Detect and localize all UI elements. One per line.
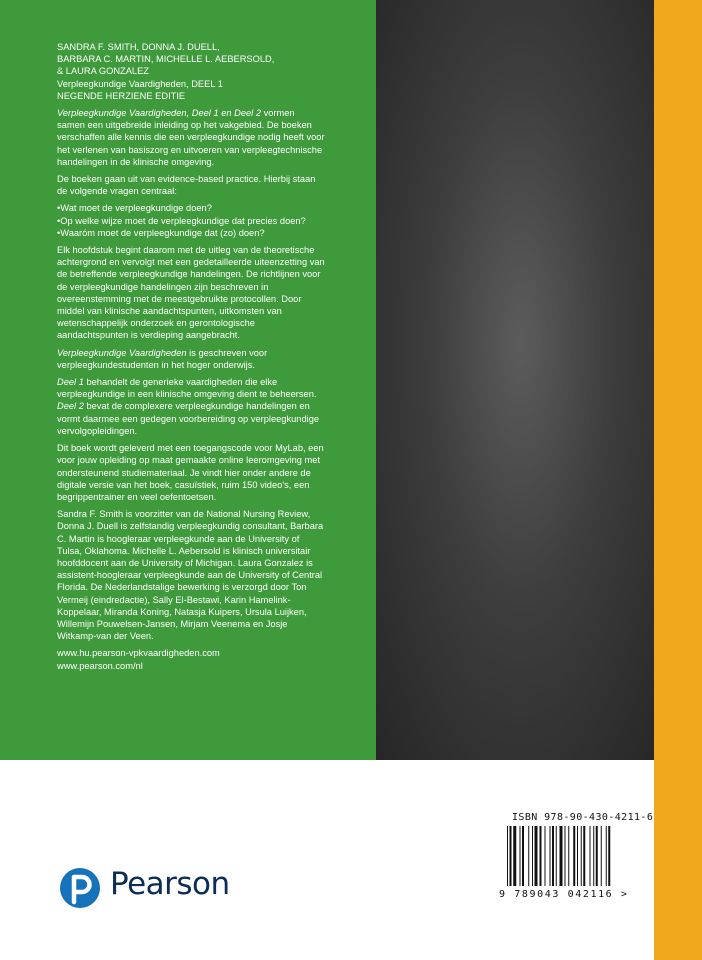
- pearson-logo-icon: [60, 862, 100, 914]
- barcode-bars: [507, 826, 642, 886]
- back-cover-text: [57, 41, 325, 677]
- evidence-intro: De boeken gaan uit van evidence-based practice. Hierbij staan de volgende vragen centraal:: [57, 174, 316, 197]
- illustration-panel: [376, 0, 654, 760]
- isbn-label: ISBN 978-90-430-4211-6: [512, 812, 654, 823]
- book-title: Verpleegkundige Vaardigheden, DEEL 1: [57, 78, 223, 89]
- authors-line-1: SANDRA F. SMITH, DONNA J. DUELL,: [57, 42, 220, 52]
- question-item: • Waaróm moet de verpleegkundige dat (zo) doen?: [57, 227, 325, 239]
- urls-block: [57, 647, 325, 671]
- url-link[interactable]: www.hu.pearson-vpkvaardigheden.com: [57, 648, 220, 659]
- part1-text: behandelt de generieke vaardigheden die elke verpleegkundige in een klinische omgeving dient te beheersen.: [57, 377, 317, 400]
- authors-bio-paragraph: Sandra F. Smith is voorzitter van de National Nursing Review, Donna J. Duell is zelfstandig verpleegkundig consultant, Barbara C. Martin is hoogleraar verpleegkunde aan de University of Tulsa, Oklahoma. Michelle L. Aebersold is klinisch universitair hoofddocent aan de University of Michigan. Laura Gonzalez is assistent-hoogleraar verpleegkunde aan de University of Central Florida. De Nederlandstalige bewerking is verzorgd door Ton Vermeij (eindredactie), Sally El-Bestawi, Karin Hamelink-Koppelaar, Miranda Koning, Natasja Kuipers, Ursula Luijken, Willemijn Pouwelsen-Jansen, Mirjam Veenema en Josje Witkamp-van der Veen.: [57, 509, 324, 642]
- part2-text: bevat de complexere verpleegkundige handelingen en vormt daarmee een gedegen voorbereiding op verpleegkundige vervolgopleidingen.: [57, 401, 320, 436]
- url-link[interactable]: www.pearson.com/nl: [57, 660, 143, 671]
- evidence-paragraph: [57, 173, 325, 197]
- audience-text: is geschreven voor verpleegkundestudenten in het hoger onderwijs.: [57, 347, 268, 370]
- question-item: • Op welke wijze moet de verpleegkundige dat precies doen?: [57, 215, 325, 227]
- orange-spine-strip: [654, 0, 702, 960]
- edition: NEGENDE HERZIENE EDITIE: [57, 90, 186, 101]
- audience-paragraph: [57, 347, 325, 371]
- part1-italic: Deel 1: [57, 377, 84, 388]
- publisher-name: Pearson: [110, 866, 230, 902]
- parts-paragraph: [57, 376, 325, 437]
- chapter-paragraph: Elk hoofdstuk begint daarom met de uitleg van de theoretische achtergrond en vervolgt met een gedetailleerde uiteenzetting van de betreffende verpleegkundige handelingen. De richtlijnen voor de verpleegkundige handelingen zijn beschreven in overeenstemming met de meestgebruikte protocollen. Door middel van klinische aandachtspunten, uitkomsten van wetenschappelijk onderzoek en gerontologische aandachtspunten is verdieping aangebracht.: [57, 245, 325, 341]
- audience-italic: Verpleegkundige Vaardigheden: [57, 347, 187, 358]
- part2-italic: Deel 2: [57, 401, 84, 412]
- ean-digits: 9 789043 042116 >: [499, 889, 629, 900]
- intro-paragraph: [57, 107, 325, 168]
- intro-italic: Verpleegkundige Vaardigheden, Deel 1 en Deel 2: [57, 108, 261, 119]
- question-item: • Wat moet de verpleegkundige doen?: [57, 202, 325, 214]
- authors-block: [57, 41, 325, 102]
- authors-line-2: BARBARA C. MARTIN, MICHELLE L. AEBERSOLD,: [57, 54, 275, 65]
- mylab-paragraph: Dit boek wordt geleverd met een toegangscode voor MyLab, een voor jouw opleiding op maat gemaakte online leeromgeving met ondersteunend studiemateriaal. Je vindt hier onder andere de digitale versie van het boek, casuïstiek, ruim 150 video's, een begrippentrainer en veel oefentoetsen.: [57, 443, 324, 502]
- intro-text: vormen samen een uitgebreide inleiding op het vakgebied. De boeken verschaffen alle kennis die een verpleegkundige nodig heeft voor het verlenen van basiszorg en uitvoeren van verpleegtechnische handelingen in de klinische omgeving.: [57, 108, 325, 167]
- questions-list: [57, 202, 325, 239]
- authors-line-3: & LAURA GONZALEZ: [57, 66, 149, 77]
